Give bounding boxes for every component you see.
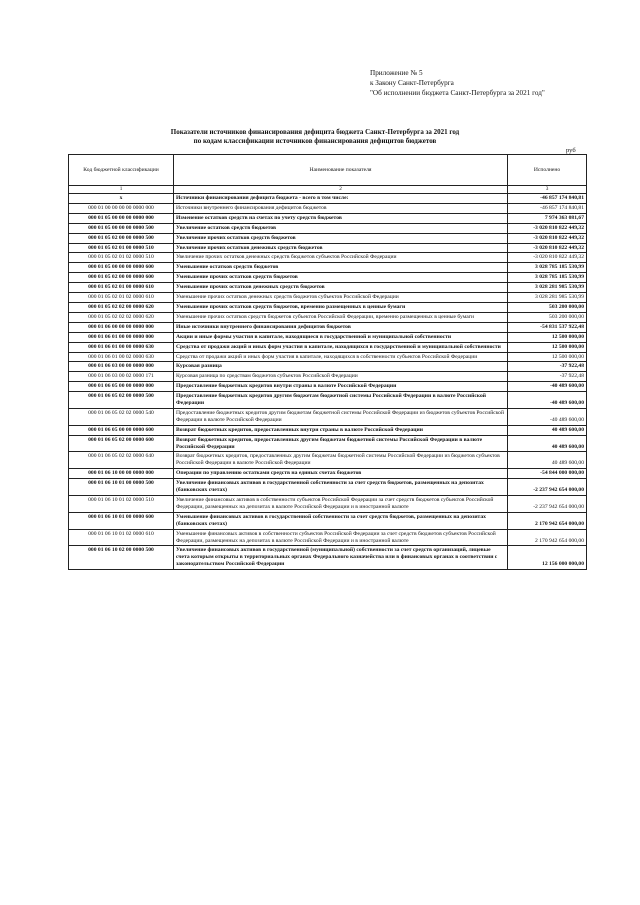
table-row	[69, 322, 587, 332]
row-name: Уменьшение прочих остатков средств бюджетов	[174, 273, 508, 283]
row-value: 3 028 785 185 530,99	[508, 273, 587, 283]
header-code: Код бюджетной классификации	[69, 155, 174, 186]
row-value: -37 922,48	[508, 362, 587, 372]
row-name: Курсовая разница	[174, 362, 508, 372]
row-value: 3 028 281 985 530,99	[508, 283, 587, 293]
row-value: 12 500 000,00	[508, 352, 587, 362]
row-code: 000 01 06 05 02 02 0000 640	[69, 452, 174, 469]
row-code: 000 01 06 05 00 00 0000 600	[69, 425, 174, 435]
row-code: 000 01 05 00 00 00 0000 000	[69, 213, 174, 223]
row-value: 12 156 000 000,00	[508, 546, 587, 570]
table-row	[69, 253, 587, 263]
row-code: x	[69, 194, 174, 204]
row-value: 2 170 942 654 000,00	[508, 512, 587, 529]
appendix-line-1: Приложение № 5	[370, 69, 423, 77]
row-code: 000 01 05 02 02 02 0000 620	[69, 312, 174, 322]
row-name: Увеличение прочих остатков денежных средств бюджетов	[174, 243, 508, 253]
row-value: 40 489 600,00	[508, 452, 587, 469]
row-code: 000 01 05 02 01 00 0000 610	[69, 283, 174, 293]
row-name: Уменьшение прочих остатков средств бюджетов, временно размещенных в ценные бумаги	[174, 302, 508, 312]
table-row	[69, 293, 587, 303]
row-code: 000 01 00 00 00 00 0000 000	[69, 203, 174, 213]
header-value: Исполнено	[508, 155, 587, 186]
row-code: 000 01 06 03 00 00 0000 000	[69, 362, 174, 372]
row-name: Уменьшение финансовых активов в государственной собственности за счет средств бюджетов, размещенных на депозитах (банковских счетах)	[174, 512, 508, 529]
row-name: Операции по управлению остатками средств на единых счетах бюджетов	[174, 469, 508, 479]
row-value: 503 200 000,00	[508, 312, 587, 322]
title-line-1: Показатели источников финансирования дефицита бюджета Санкт-Петербурга за 2021 год	[170, 128, 460, 136]
table-body	[69, 194, 587, 570]
row-code: 000 01 06 10 01 00 0000 500	[69, 479, 174, 496]
table-row	[69, 352, 587, 362]
table-row	[69, 332, 587, 342]
row-code: 000 01 06 05 02 02 0000 540	[69, 408, 174, 425]
table-row	[69, 469, 587, 479]
row-code: 000 01 06 03 00 02 0000 171	[69, 372, 174, 382]
row-value: 2 170 942 654 000,00	[508, 529, 587, 546]
unit-label: руб	[566, 147, 576, 154]
table-row	[69, 452, 587, 469]
row-value: -2 237 942 654 000,00	[508, 479, 587, 496]
row-code: 000 01 06 10 01 00 0000 600	[69, 512, 174, 529]
row-name: Увеличение прочих остатков средств бюджетов	[174, 233, 508, 243]
row-name: Увеличение финансовых активов в государственной собственности за счет средств бюджетов, размещенных на депозитах (банковских счетах)	[174, 479, 508, 496]
table-row	[69, 263, 587, 273]
row-value: -3 020 810 822 449,32	[508, 253, 587, 263]
table-row	[69, 283, 587, 293]
table-row	[69, 243, 587, 253]
row-code: 000 01 06 10 01 02 0000 610	[69, 529, 174, 546]
table-header-row	[69, 155, 587, 186]
row-name: Уменьшение финансовых активов в собственности субъектов Российской Федерации за счет средств бюджетов субъектов Российской Федерации, размещенных на депозитах в валюте Российской Федерации и в иностранной валюте	[174, 529, 508, 546]
row-name: Уменьшение остатков средств бюджетов	[174, 263, 508, 273]
appendix-note	[370, 68, 545, 98]
row-name: Иные источники внутреннего финансирования дефицитов бюджетов	[174, 322, 508, 332]
row-name: Увеличение прочих остатков денежных средств бюджетов субъектов Российской Федерации	[174, 253, 508, 263]
table-row	[69, 362, 587, 372]
row-value: -3 020 810 822 449,32	[508, 233, 587, 243]
row-value: 12 500 000,00	[508, 342, 587, 352]
row-code: 000 01 05 02 00 00 0000 600	[69, 273, 174, 283]
row-value: -40 489 600,00	[508, 382, 587, 392]
row-code: 000 01 06 01 00 02 0000 630	[69, 352, 174, 362]
table-row	[69, 479, 587, 496]
row-value: -46 857 174 840,81	[508, 194, 587, 204]
table-row	[69, 408, 587, 425]
table-row	[69, 546, 587, 570]
row-code: 000 01 06 10 01 02 0000 510	[69, 496, 174, 513]
header-name: Наименование показателя	[174, 155, 508, 186]
column-number: 1	[69, 186, 174, 194]
title-line-2: по кодам классификации источников финансирования дефицитов бюджетов	[193, 137, 437, 145]
row-name: Возврат бюджетных кредитов, предоставленных другим бюджетам бюджетной системы Российской Федерации в валюте Российской Федерации	[174, 435, 508, 452]
row-value: 3 028 785 185 530,99	[508, 263, 587, 273]
row-name: Средства от продажи акций и иных форм участия в капитале, находящихся в государственной и муниципальной собственности	[174, 342, 508, 352]
row-name: Курсовая разница по средствам бюджетов субъектов Российской Федерации	[174, 372, 508, 382]
appendix-line-2: к Закону Санкт-Петербурга	[370, 79, 454, 87]
table-row	[69, 529, 587, 546]
row-value: 7 974 363 081,67	[508, 213, 587, 223]
row-name: Уменьшение прочих остатков средств бюджетов субъектов Российской Федерации, временно размещенных в ценные бумаги	[174, 312, 508, 322]
table-row	[69, 312, 587, 322]
row-name: Увеличение остатков средств бюджетов	[174, 223, 508, 233]
table-row	[69, 496, 587, 513]
row-value: 40 489 600,00	[508, 425, 587, 435]
table-row	[69, 382, 587, 392]
document-title	[130, 128, 500, 146]
row-value: -54 844 000 000,00	[508, 469, 587, 479]
table-row	[69, 203, 587, 213]
row-value: 503 200 000,00	[508, 302, 587, 312]
row-value: -3 020 810 822 449,32	[508, 243, 587, 253]
row-name: Возврат бюджетных кредитов, предоставленных внутри страны в валюте Российской Федерации	[174, 425, 508, 435]
table-row	[69, 273, 587, 283]
row-value: -2 237 942 654 000,00	[508, 496, 587, 513]
table-row	[69, 512, 587, 529]
column-number: 2	[174, 186, 508, 194]
row-name: Изменение остатков средств на счетах по учету средств бюджетов	[174, 213, 508, 223]
table-row	[69, 194, 587, 204]
column-number: 3	[508, 186, 587, 194]
row-name: Уменьшение прочих остатков денежных средств бюджетов	[174, 283, 508, 293]
row-value: 40 489 600,00	[508, 435, 587, 452]
row-code: 000 01 05 02 01 02 0000 510	[69, 253, 174, 263]
row-code: 000 01 06 05 02 00 0000 500	[69, 392, 174, 409]
table-row	[69, 425, 587, 435]
table-row	[69, 392, 587, 409]
row-name: Предоставление бюджетных кредитов другим бюджетам бюджетной системы Российской Федерации в валюте Российской Федерации	[174, 392, 508, 409]
column-number-row	[69, 186, 587, 194]
row-value: -3 020 810 822 449,32	[508, 223, 587, 233]
row-value: 12 500 000,00	[508, 332, 587, 342]
table-row	[69, 372, 587, 382]
row-code: 000 01 06 05 02 00 0000 600	[69, 435, 174, 452]
row-code: 000 01 06 05 00 00 0000 000	[69, 382, 174, 392]
row-name: Возврат бюджетных кредитов, предоставленных другим бюджетам бюджетной системы Российской Федерации из бюджетов субъектов Российской Федерации в валюте Российской Федерации	[174, 452, 508, 469]
row-code: 000 01 05 02 02 00 0000 620	[69, 302, 174, 312]
row-value: -40 489 600,00	[508, 392, 587, 409]
table-row	[69, 223, 587, 233]
row-value: -54 831 537 922,48	[508, 322, 587, 332]
row-name: Источники внутреннего финансирования дефицитов бюджетов	[174, 203, 508, 213]
appendix-line-3: "Об исполнении бюджета Санкт-Петербурга за 2021 год"	[370, 89, 545, 97]
table-row	[69, 302, 587, 312]
row-code: 000 01 06 00 00 00 0000 000	[69, 322, 174, 332]
row-value: -40 489 600,00	[508, 408, 587, 425]
table-row	[69, 435, 587, 452]
row-name: Увеличение финансовых активов в государственной (муниципальной) собственности за счет средств организаций, лицевые счета которым открыты в территориальных органах Федерального казначейства или в финансовых органах в соответствии с законодательством Российской Федерации	[174, 546, 508, 570]
row-code: 000 01 05 02 01 02 0000 610	[69, 293, 174, 303]
row-name: Источники финансирования дефицита бюджета - всего в том числе:	[174, 194, 508, 204]
financing-sources-table	[68, 154, 587, 570]
row-code: 000 01 06 10 00 00 0000 000	[69, 469, 174, 479]
row-name: Уменьшение прочих остатков денежных средств бюджетов субъектов Российской Федерации	[174, 293, 508, 303]
row-name: Предоставление бюджетных кредитов другим бюджетам бюджетной системы Российской Федерации из бюджетов субъектов Российской Федерации в валюте Российской Федерации	[174, 408, 508, 425]
row-value: 3 028 281 985 530,99	[508, 293, 587, 303]
row-code: 000 01 06 10 02 00 0000 500	[69, 546, 174, 570]
row-code: 000 01 06 01 00 00 0000 630	[69, 342, 174, 352]
row-name: Акции и иные формы участия в капитале, находящиеся в государственной и муниципальной собственности	[174, 332, 508, 342]
row-code: 000 01 05 00 00 00 0000 600	[69, 263, 174, 273]
row-value: -46 857 174 840,81	[508, 203, 587, 213]
row-code: 000 01 05 00 00 00 0000 500	[69, 223, 174, 233]
row-code: 000 01 05 02 00 00 0000 500	[69, 233, 174, 243]
row-name: Предоставление бюджетных кредитов внутри страны в валюте Российской Федерации	[174, 382, 508, 392]
table-row	[69, 233, 587, 243]
row-name: Увеличение финансовых активов в собственности субъектов Российской Федерации за счет средств бюджетов субъектов Российской Федерации, размещенных на депозитах в валюте Российской Федерации и в иностранной валюте	[174, 496, 508, 513]
row-code: 000 01 05 02 01 00 0000 510	[69, 243, 174, 253]
row-value: -37 922,48	[508, 372, 587, 382]
row-name: Средства от продажи акций и иных форм участия в капитале, находящихся в собственности субъектов Российской Федерации	[174, 352, 508, 362]
table-row	[69, 342, 587, 352]
table-row	[69, 213, 587, 223]
row-code: 000 01 06 01 00 00 0000 000	[69, 332, 174, 342]
